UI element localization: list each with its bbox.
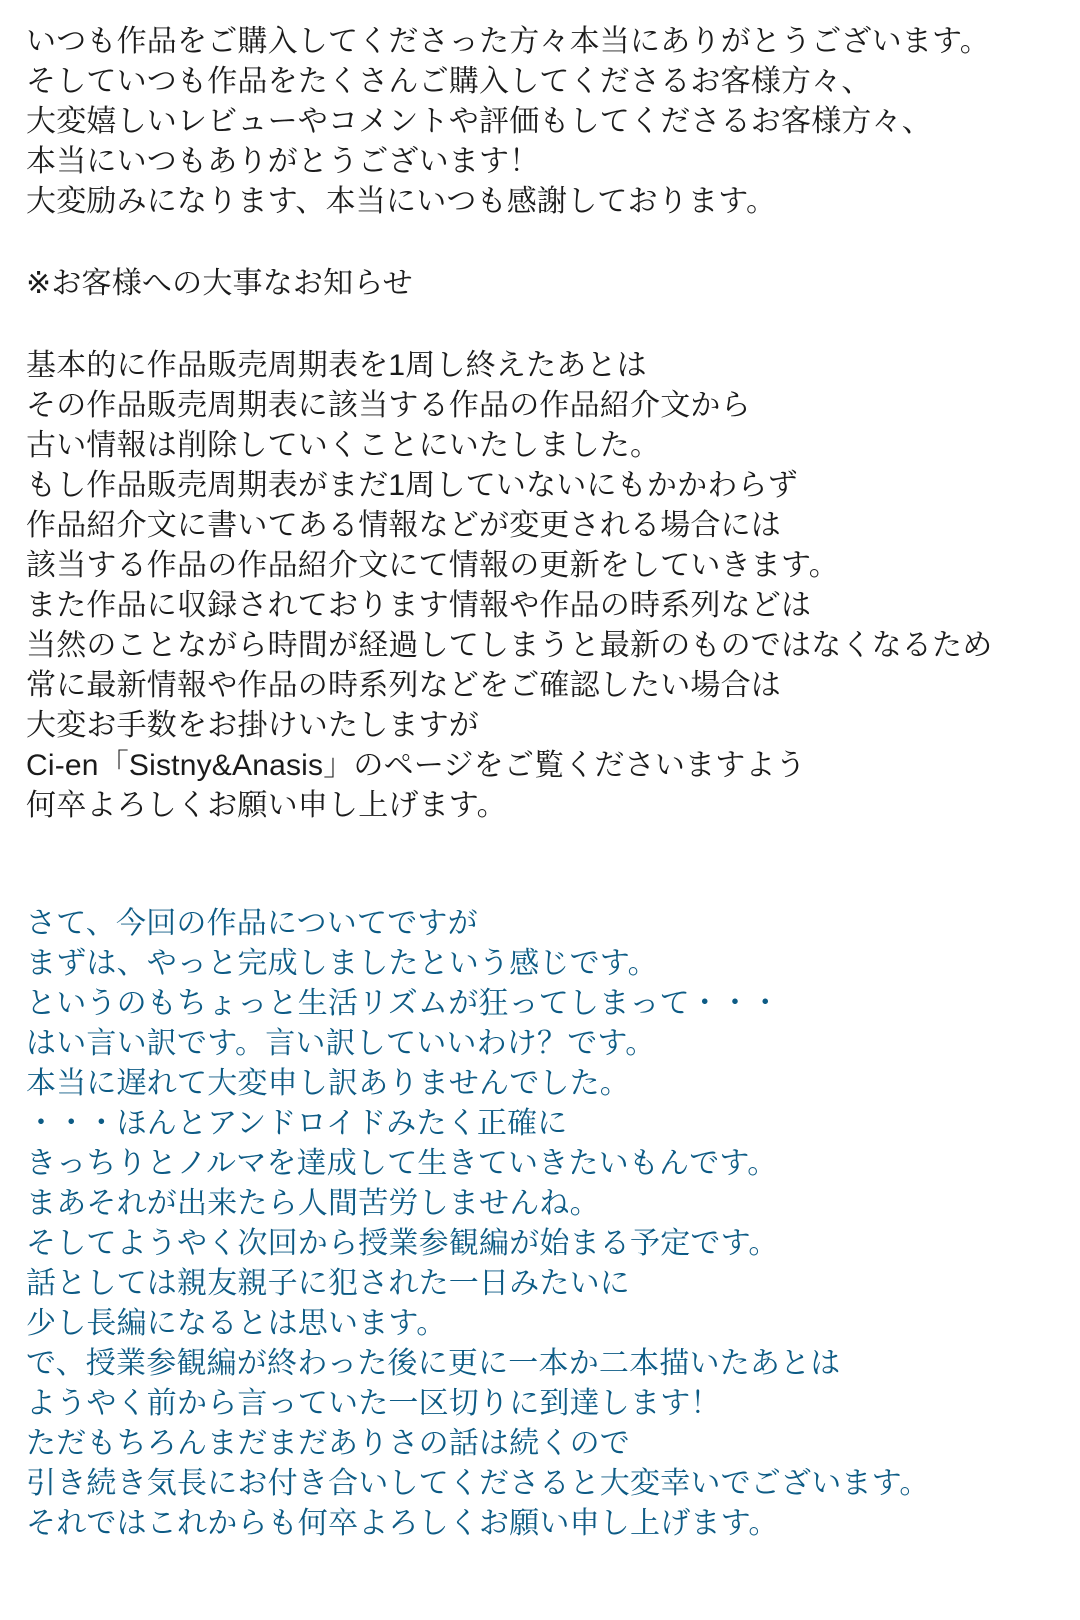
text-line: そしていつも作品をたくさんご購入してくださるお客様方々、 [26,65,872,98]
text-line: 少し長編になるとは思います。 [26,1307,447,1340]
text-line: もし作品販売周期表がまだ1周していないにもかかわらず [26,469,798,502]
text-line: いつも作品をご購入してくださった方々本当にありがとうございます。 [26,25,990,58]
text-line: ようやく前から言っていた一区切りに到達します！ [26,1387,721,1420]
text-line: 大変励みになります、本当にいつも感謝しております。 [26,185,777,218]
text-line: さて、今回の作品についてですが [26,907,478,940]
text-line: 何卒よろしくお願い申し上げます。 [26,789,507,822]
section-spacer [26,222,1054,264]
text-line: 本当に遅れて大変申し訳ありませんでした。 [26,1067,630,1100]
text-line: 該当する作品の作品紹介文にて情報の更新をしていきます。 [26,549,839,582]
thanks-section [26,22,1054,222]
section-spacer [26,304,1054,346]
text-line: そしてようやく次回から授業参観編が始まる予定です。 [26,1227,779,1260]
about-this-work-section [26,904,1054,1544]
section-spacer [26,826,1054,904]
notice-heading [26,264,1054,304]
text-line: 本当にいつもありがとうございます！ [26,145,540,178]
text-line: まあそれが出来たら人間苦労しませんね。 [26,1187,600,1220]
text-line: ・・・ほんとアンドロイドみたく正確に [26,1107,568,1140]
text-line: ただもちろんまだまだありさの話は続くので [26,1427,630,1460]
text-line: その作品販売周期表に該当する作品の作品紹介文から [26,389,751,422]
text-line: まずは、やっと完成しましたという感じです。 [26,947,658,980]
text-line: また作品に収録されております情報や作品の時系列などは [26,589,812,622]
text-line: で、授業参観編が終わった後に更に一本か二本描いたあとは [26,1347,841,1380]
text-line: 引き続き気長にお付き合いしてくださると大変幸いでございます。 [26,1467,930,1500]
notice-body-section [26,346,1054,826]
text-line: きっちりとノルマを達成して生きていきたいもんです。 [26,1147,778,1180]
text-line: 基本的に作品販売周期表を1周し終えたあとは [26,349,647,382]
text-line: 作品紹介文に書いてある情報などが変更される場合には [26,509,781,542]
text-line: それではこれからも何卒よろしくお願い申し上げます。 [26,1507,779,1540]
text-line: 大変嬉しいレビューやコメントや評価もしてくださるお客様方々、 [26,105,932,138]
text-line: 話としては親友親子に犯された一日みたいに [26,1267,630,1300]
text-line: 当然のことながら時間が経過してしまうと最新のものではなくなるため [26,629,993,662]
text-line: はい言い訳です。言い訳していいわけ？です。 [26,1027,656,1060]
text-line: 大変お手数をお掛けいたしますが [26,709,479,742]
text-line: 常に最新情報や作品の時系列などをご確認したい場合は [26,669,781,702]
text-line: 古い情報は削除していくことにいたしました。 [26,429,661,462]
text-line: Ci-en「Sistny&Anasis」のページをご覧くださいますよう [26,749,806,782]
text-line: ※お客様への大事なお知らせ [26,267,413,300]
text-line: というのもちょっと生活リズムが狂ってしまって・・・ [26,987,781,1020]
